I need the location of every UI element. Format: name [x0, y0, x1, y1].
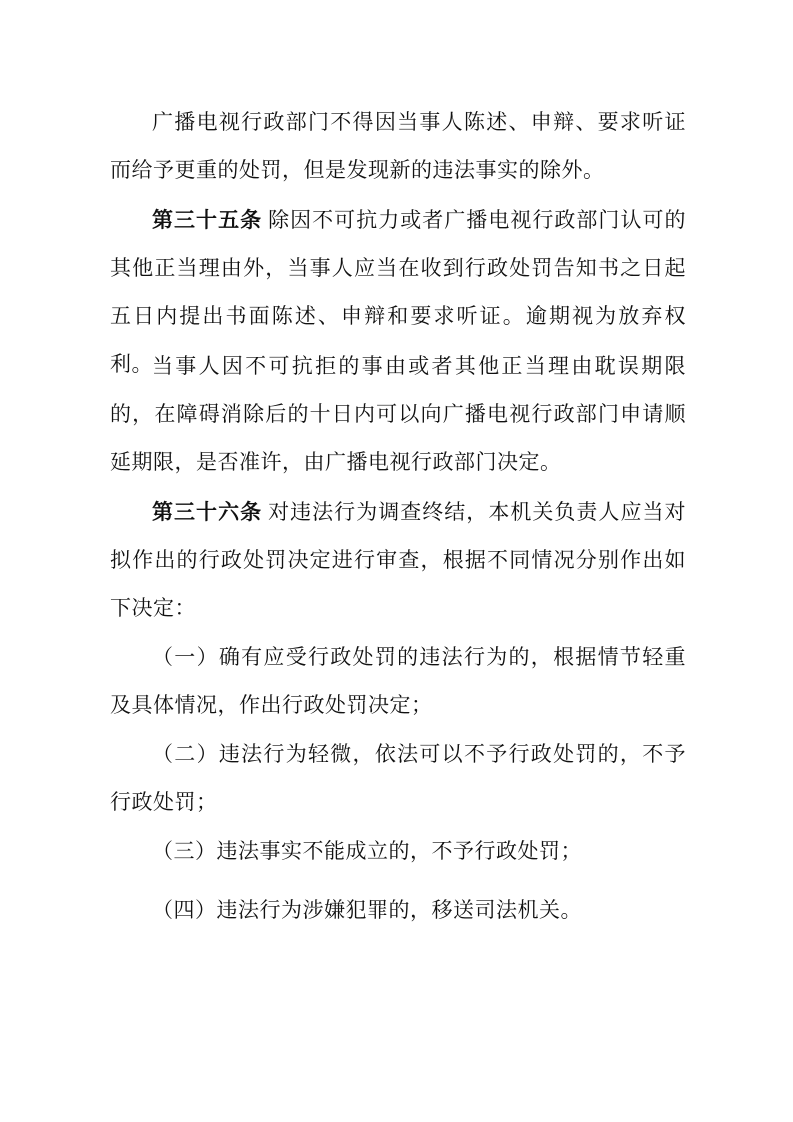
paragraph-text: （二）违法行为轻微，依法可以不予行政处罚的，不予行政处罚；	[110, 742, 686, 814]
paragraph-text: 除因不可抗力或者广播电视行政部门认可的其他正当理由外，当事人应当在收到行政处罚告知书之日起五日内提出书面陈述、申辩和要求听证。逾期视为放弃权利。	[110, 208, 686, 376]
paragraph-text: 广播电视行政部门不得因当事人陈述、申辩、要求听证而给予更重的处罚，但是发现新的违法事实的除外。	[110, 110, 686, 182]
article-heading: 第三十六条	[152, 500, 263, 524]
paragraph-text: 对违法行为调查终结，本机关负责人应当对拟作出的行政处罚决定进行审查，根据不同情况分别作出如下决定：	[110, 500, 686, 620]
paragraph-text: 当事人因不可抗拒的事由或者其他正当理由耽误期限的，在障碍消除后的十日内可以向广播电视行政部门申请顺延期限，是否准许，由广播电视行政部门决定。	[110, 354, 686, 474]
paragraph-text: （四）违法行为涉嫌犯罪的，移送司法机关。	[152, 898, 582, 922]
paragraph-hearing-no-heavier-penalty	[110, 98, 686, 194]
list-item-2	[110, 730, 686, 826]
list-item-1	[110, 633, 686, 729]
list-item-3	[110, 827, 686, 875]
paragraph-article-36	[110, 488, 686, 632]
paragraph-text: （一）确有应受行政处罚的违法行为的，根据情节轻重及具体情况，作出行政处罚决定；	[110, 645, 686, 717]
paragraph-text: （三）违法事实不能成立的，不予行政处罚；	[152, 839, 582, 863]
list-item-4	[110, 886, 686, 934]
article-heading: 第三十五条	[152, 208, 263, 232]
paragraph-deadline-extension	[110, 342, 686, 486]
